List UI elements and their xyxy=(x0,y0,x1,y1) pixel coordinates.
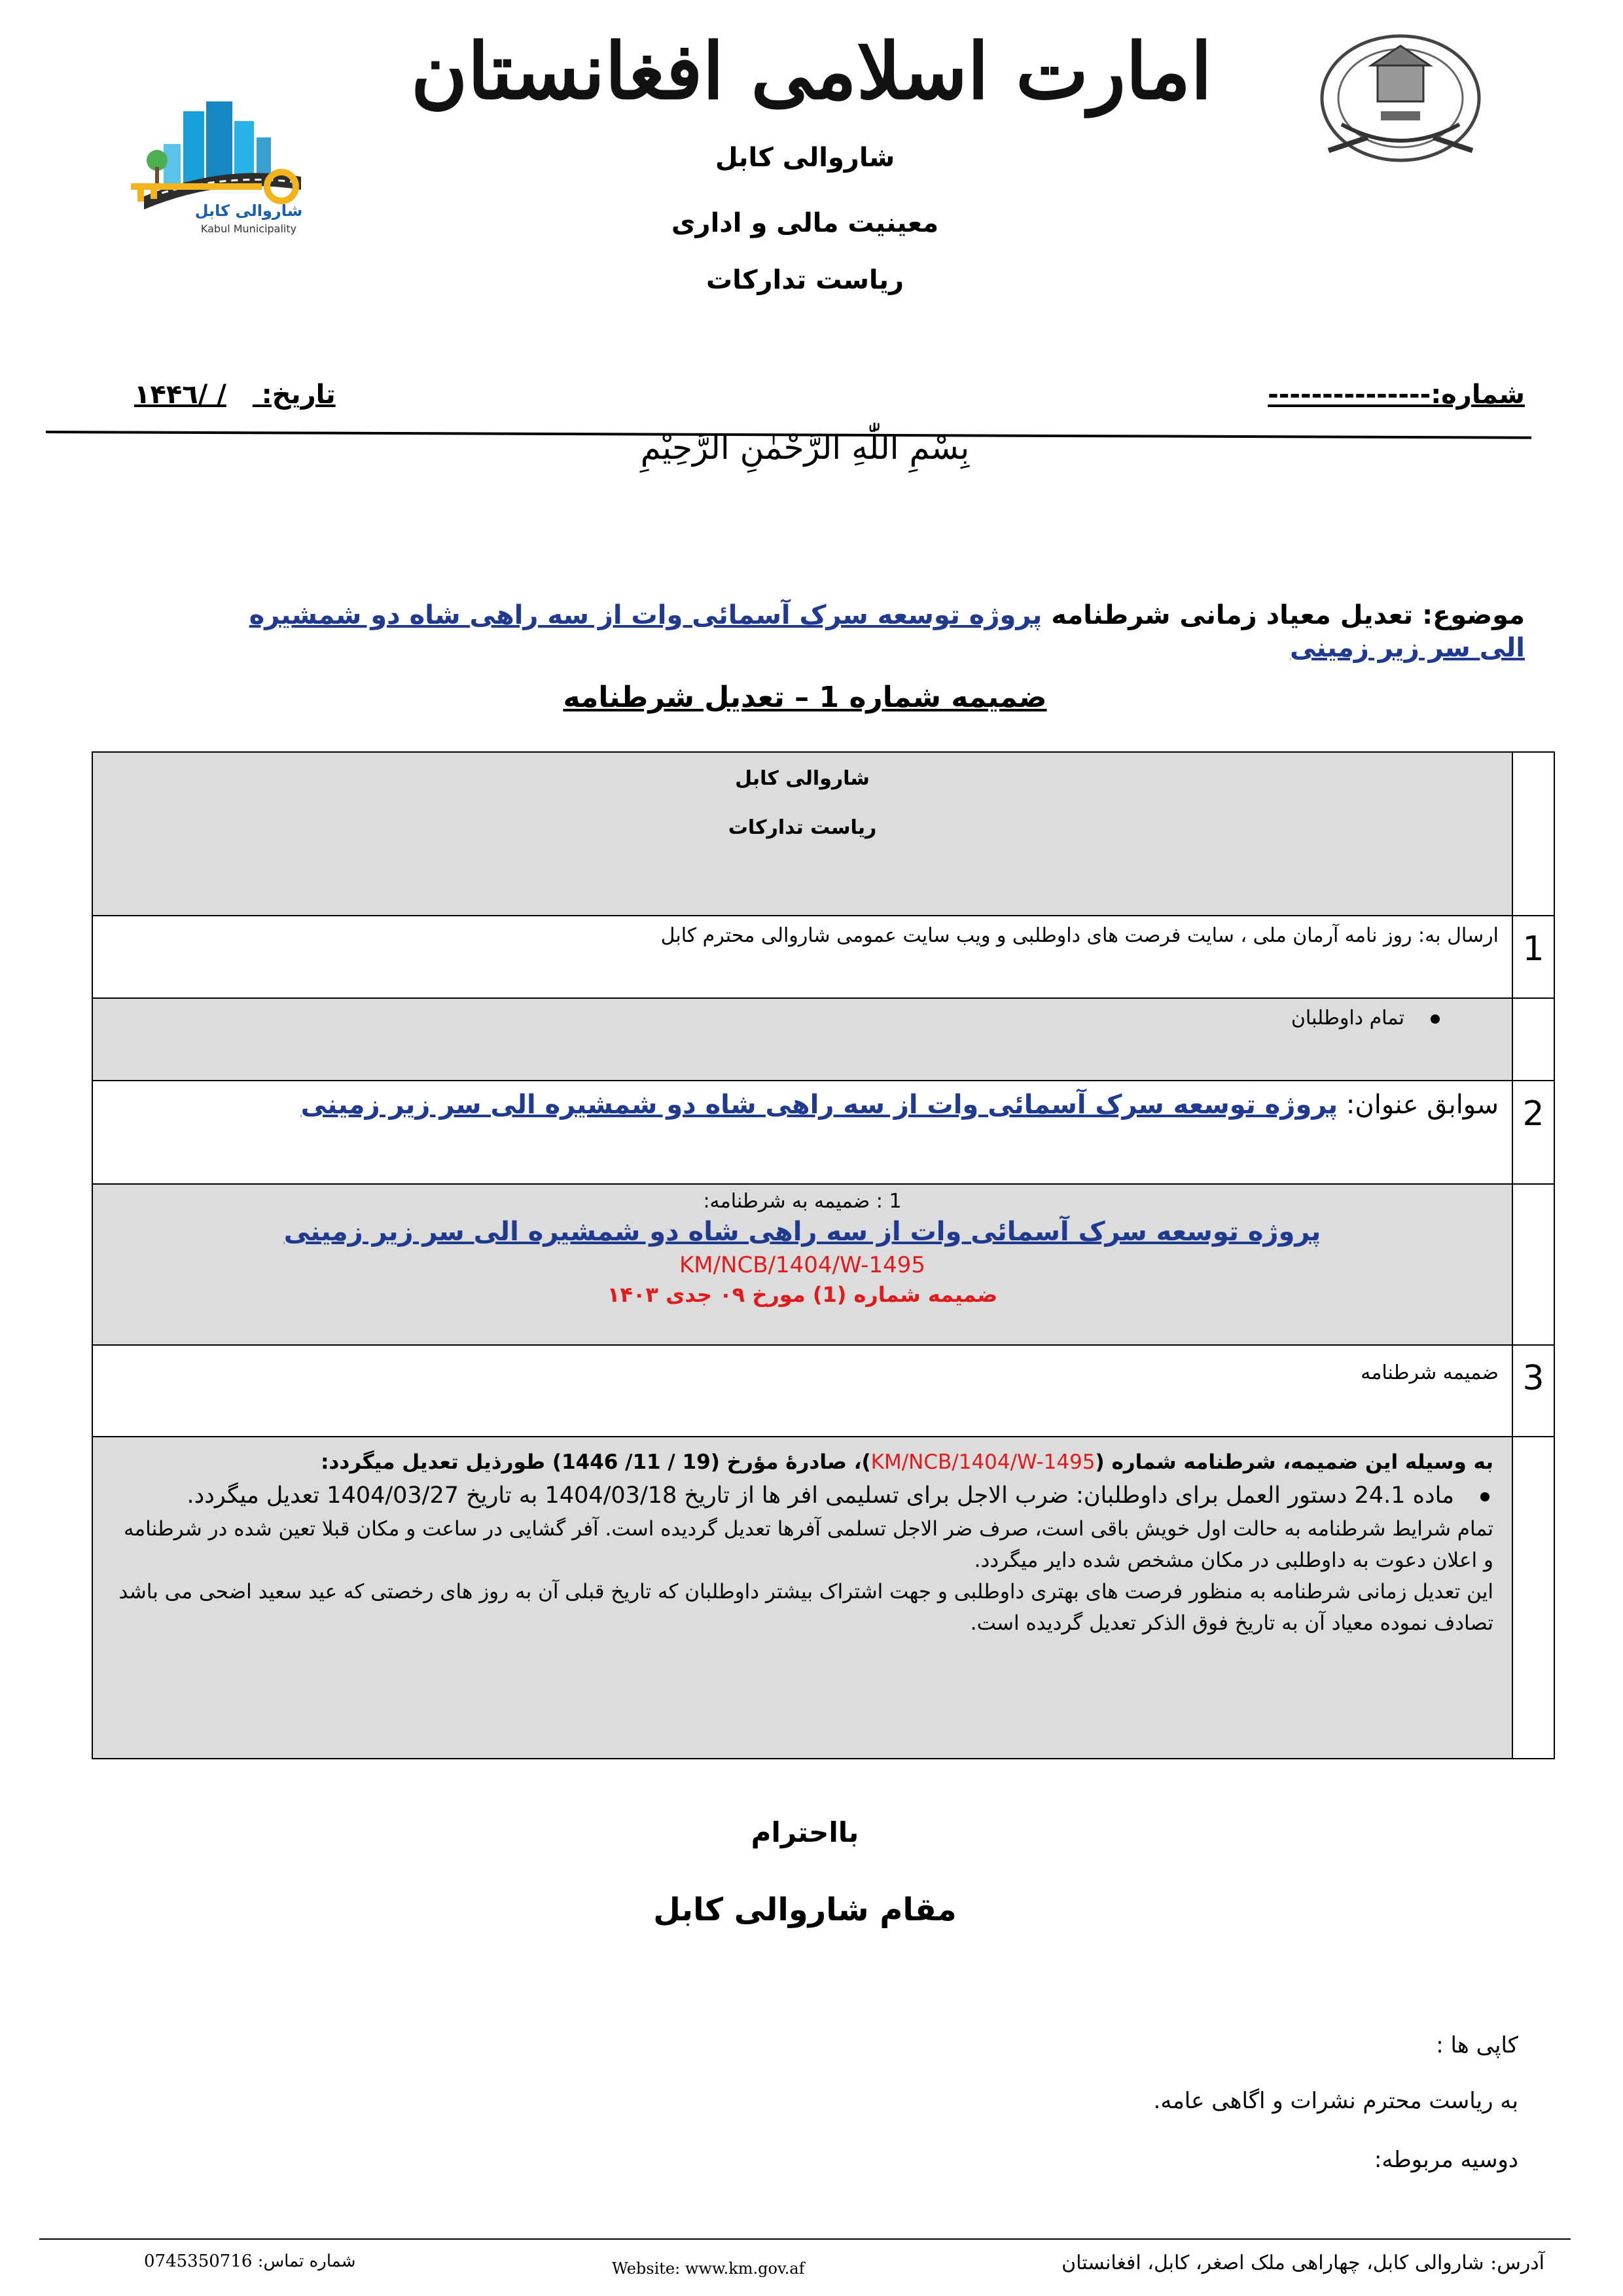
footer-phone-label: شماره تماس: xyxy=(257,2251,356,2271)
table-row xyxy=(93,999,1554,1081)
row3b-paragraph-1: تمام شرایط شرطنامه به حالت اول خویش باقی است، صرف ضر الاجل تسلمی آفرها تعدیل گردیده است. آفر گشایی در ساعت و مکان قبلا تعین شده در شرطنامه و اعلان دعوت به داوطلبی در مکان مشخص شده دایر میگردد. xyxy=(123,1517,1493,1573)
copies-line1: به ریاست محترم نشرات و اگاهی عامه. xyxy=(1153,2088,1518,2114)
table-header-row xyxy=(93,753,1554,916)
subject-label: موضوع: تعدیل معیاد زمانی شرطنامه xyxy=(1051,600,1525,630)
table-row xyxy=(93,1437,1554,1758)
footer-phone-number: 0745350716 xyxy=(144,2251,253,2271)
deputy-name: معینیت مالی و اداری xyxy=(671,208,939,238)
row3b-intro-b: )، صادرۀ مؤرخ (19 / 11/ 1446) طورذیل تعدیل میگردد: xyxy=(321,1450,871,1474)
number-field xyxy=(1268,380,1525,410)
row1-cell xyxy=(93,916,1512,997)
table-row xyxy=(93,1081,1554,1185)
row2-project-link[interactable]: پروژه توسعه سرک آسمائی وات از سه راهی شاه دو شمشیره الی سر زیر زمینی xyxy=(300,1090,1338,1120)
copies-line2: دوسیه مربوطه: xyxy=(1374,2147,1518,2173)
footer-divider xyxy=(39,2238,1571,2240)
row3b-intro-a: به وسیله این ضمیمه، شرطنامه شماره ( xyxy=(1095,1450,1493,1474)
row-number: 3 xyxy=(1512,1346,1554,1436)
row3b-bullet-item xyxy=(111,1478,1493,1513)
row3b-intro xyxy=(111,1446,1493,1478)
bismillah: بِسْمِ اللّٰهِ الرَّحْمٰنِ الرَّحِيْمِ xyxy=(640,429,970,467)
row3b-paragraph-2: این تعدیل زمانی شرطنامه به منظور فرصت های بهتری داوطلبی و جهت اشتراک بیشتر داوطلبان که تاریخ قبلی آن به روز های رخصتی که عید سعید اضحی می باشد تصادف نموده معیاد آن به تاریخ فوق الذکر تعدیل گردیده است. xyxy=(118,1580,1493,1636)
row3-label: ضمیمه شرطنامه xyxy=(1361,1361,1499,1384)
row1b-cell xyxy=(93,999,1512,1080)
row2b-annex: ضمیمه شماره (1) مورخ ۰۹ جدی ۱۴۰۳ xyxy=(607,1282,998,1307)
footer-website[interactable]: Website: www.km.gov.af xyxy=(612,2259,805,2278)
logo-text: شاروالی کابل xyxy=(194,202,303,220)
row2b-code: KM/NCB/1404/W-1495 xyxy=(679,1252,926,1278)
table-num-cell xyxy=(1512,999,1554,1080)
row3b-bullet-text: ماده 24.1 دستور العمل برای داوطلبان: ضرب الاجل برای تسلیمی افر ها از تاریخ 1404/03/18 به تاریخ 1404/03/27 تعدیل میگردد. xyxy=(187,1482,1454,1509)
annex-title: ضمیمه شماره 1 – تعدیل شرطنامه xyxy=(563,681,1047,714)
table-header-cell xyxy=(93,753,1512,915)
bullet-icon xyxy=(1480,1492,1489,1501)
row1b-text: تمام داوطلبان xyxy=(1291,1007,1404,1030)
row1-text: روز نامه آرمان ملی ، سایت فرصت های داوطلبی و ویب سایت عمومی شاروالی محترم کابل xyxy=(660,924,1412,947)
table-row xyxy=(93,1346,1554,1437)
emirate-title xyxy=(366,13,1257,131)
table-head-dir: ریاست تدارکات xyxy=(728,816,877,839)
table-num-cell xyxy=(1512,1185,1554,1344)
annex-table xyxy=(92,751,1555,1759)
emirate-title-text: امارت اسلامی افغانستان xyxy=(410,26,1213,117)
footer-phone xyxy=(144,2251,356,2271)
row1-label: ارسال به: xyxy=(1418,924,1499,947)
table-row xyxy=(93,1185,1554,1346)
row3b-intro-code: KM/NCB/1404/W-1495 xyxy=(870,1450,1096,1474)
table-num-cell xyxy=(1512,753,1554,915)
table-num-cell xyxy=(1512,1437,1554,1758)
row-number: 2 xyxy=(1512,1081,1554,1183)
signatory: مقام شاروالی کابل xyxy=(653,1892,957,1928)
row2-cell xyxy=(93,1081,1512,1183)
number-label: شماره: xyxy=(1431,380,1525,410)
date-value: / /۱۴۴٦ xyxy=(134,380,226,410)
row2-label: سوابق عنوان: xyxy=(1346,1090,1499,1120)
bullet-icon xyxy=(1431,1014,1440,1024)
table-head-org: شاروالی کابل xyxy=(735,767,870,790)
regards: بااحترام xyxy=(751,1816,859,1848)
number-value: --------------- xyxy=(1268,380,1431,410)
row2b-project-link[interactable]: پروژه توسعه سرک آسمائی وات از سه راهی شاه دو شمشیره الی سر زیر زمینی xyxy=(283,1217,1321,1247)
date-label: تاریخ: xyxy=(261,380,336,410)
copies-label: کاپی ها : xyxy=(1436,2032,1518,2058)
org-name: شاروالی کابل xyxy=(715,143,895,173)
kabul-municipality-logo xyxy=(118,98,327,249)
row3b-cell xyxy=(93,1437,1512,1758)
subject-project-link[interactable]: پروژه توسعه سرک آسمائی وات از سه راهی شاه دو شمشیره الی سر زیر زمینی xyxy=(249,600,1525,663)
table-row xyxy=(93,916,1554,999)
row2b-line1: 1 : ضمیمه به شرطنامه: xyxy=(703,1190,902,1213)
row-number: 1 xyxy=(1512,916,1554,997)
date-field xyxy=(134,380,336,410)
row2b-cell xyxy=(93,1185,1512,1344)
footer-address: آدرس: شاروالی کابل، چهاراهی ملک اصغر، کابل، افغانستان xyxy=(1061,2251,1544,2274)
emirate-emblem-icon xyxy=(1302,26,1499,177)
logo-subtext: Kabul Municipality xyxy=(200,223,297,235)
subject-line xyxy=(216,599,1525,664)
directorate-name: ریاست تدارکات xyxy=(705,265,904,295)
